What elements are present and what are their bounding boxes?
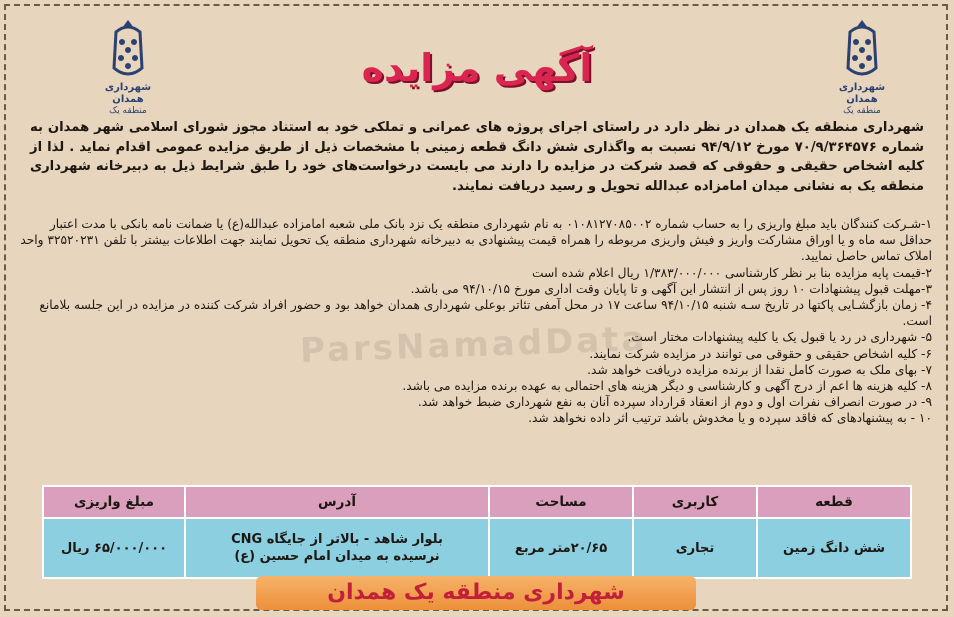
logo-subtitle: منطقه یک (109, 106, 147, 116)
col-area: مساحت (489, 486, 633, 518)
logo-title: شهرداری همدان (104, 82, 152, 105)
notice-title: آگهی مزایده (361, 46, 593, 90)
municipality-emblem-icon (840, 18, 884, 82)
logo-title: شهرداری همدان (838, 82, 886, 105)
col-parcel: قطعه (757, 486, 911, 518)
intro-paragraph: شهرداری منطقه یک همدان در نظر دارد در راستای اجرای پروژه های عمرانی و تملکی خود به استناد مجوز شورای اسلامی شهر همدان به شماره ۷۰/۹/۳۶۴۵۷۶ مورخ ۹۴/۹/۱۲ نسبت به واگذاری شش دانگ قطعه زمینی با مشخصات ذیل از طریق مزایده عمومی اقدام نماید . لذا از کلیه اشخاص حقیقی و حقوقی که قصد شرکت در مزایده را دارند می بایست درخواست‌های خود را طبق شرایط ذیل به دبیرخانه شهرداری منطقه یک به نشانی میدان امامزاده عبدالله تحویل و رسید دریافت نمایند. (30, 120, 924, 194)
logo-right (826, 18, 898, 118)
cell-usage: تجاری (633, 518, 757, 578)
address-line-2: نرسیده به میدان امام حسین (ع) (234, 549, 440, 564)
condition-item: ۷- بهای ملک به صورت کامل نقدا از برنده مزایده دریافت خواهد شد. (587, 362, 932, 377)
cell-address (185, 518, 489, 578)
cell-deposit: ۶۵/۰۰۰/۰۰۰ ریال (43, 518, 185, 578)
condition-item: ۴- زمان بازگشـایی پاکتها در تاریخ سـه شنبه ۹۴/۱۰/۱۵ ساعت ۱۷ در محل آمفی تئاتر بوعلی شهرداری همدان خواهد بود و حضور افراد شرکت کننده در مزایده در این جلسه بلامانع است. (39, 298, 932, 329)
condition-item: ۲-قیمت پایه مزایده بنا بر نظر کارشناسی ۱/۳۸۳/۰۰۰/۰۰۰ ریال اعلام شده است (532, 265, 932, 280)
col-usage: کاربری (633, 486, 757, 518)
cell-parcel: شش دانگ زمین (757, 518, 911, 578)
footer-banner: شهرداری منطقه یک همدان (256, 576, 696, 610)
watermark: ParsNamadData (299, 318, 649, 372)
condition-item: ۱-شـرکت کنندگان باید مبلغ واریزی را به حساب شماره ۰۱۰۸۱۲۷۰۸۵۰۰۲ به نام شهرداری منطقه یک نزد بانک ملی شعبه امامزاده عبدالله(ع) یا ضمانت نامه بانکی با مدت اعتبار حداقل سه ماه و یا اوراق مشارکت واریز و فیش واریزی مربوطه را همراه قیمت پیشنهادی به دبیرخانه شهرداری منطقه یک تحویل نمایند جهت اطلاعات بیشتر با تلفن ۳۲۵۲۰۲۳۱ واحد املاک تماس حاصل نمایید. (20, 217, 932, 264)
cell-area: ۲۰/۶۵متر مربع (489, 518, 633, 578)
municipality-emblem-icon (106, 18, 150, 82)
condition-item: ۵- شهرداری در رد یا قبول یک یا کلیه پیشنهادات مختار است. (627, 330, 932, 345)
auction-table (42, 485, 912, 579)
table-row (43, 518, 911, 578)
col-deposit: مبلغ واریزی (43, 486, 185, 518)
address-line-1: بلوار شاهد - بالاتر از جایگاه CNG (231, 532, 443, 547)
condition-item: ۳-مهلت قبول پیشنهادات ۱۰ روز پس از انتشار این آگهی و تا پایان وقت اداری مورخ ۹۴/۱۰/۱۵ می باشد. (410, 281, 932, 296)
condition-item: ۹- در صورت انصراف نفرات اول و دوم از انعقاد قرارداد سپرده آنان به نفع شهرداری ضبط خواهد شد. (417, 395, 932, 410)
logo-subtitle: منطقه یک (843, 106, 881, 116)
condition-item: ۱۰ - به پیشنهادهای که فاقد سپرده و یا مخدوش باشد ترتیب اثر داده نخواهد شد. (528, 411, 932, 426)
logo-left (92, 18, 164, 118)
col-address: آدرس (185, 486, 489, 518)
conditions-list (20, 216, 932, 427)
table-header-row (43, 486, 911, 518)
condition-item: ۸- کلیه هزینه ها اعم از درج آگهی و کارشناسی و دیگر هزینه های احتمالی به عهده برنده مزایده می باشد. (402, 379, 932, 394)
condition-item: ۶- کلیه اشخاص حقیقی و حقوقی می توانند در مزایده شرکت نمایند. (589, 346, 932, 361)
